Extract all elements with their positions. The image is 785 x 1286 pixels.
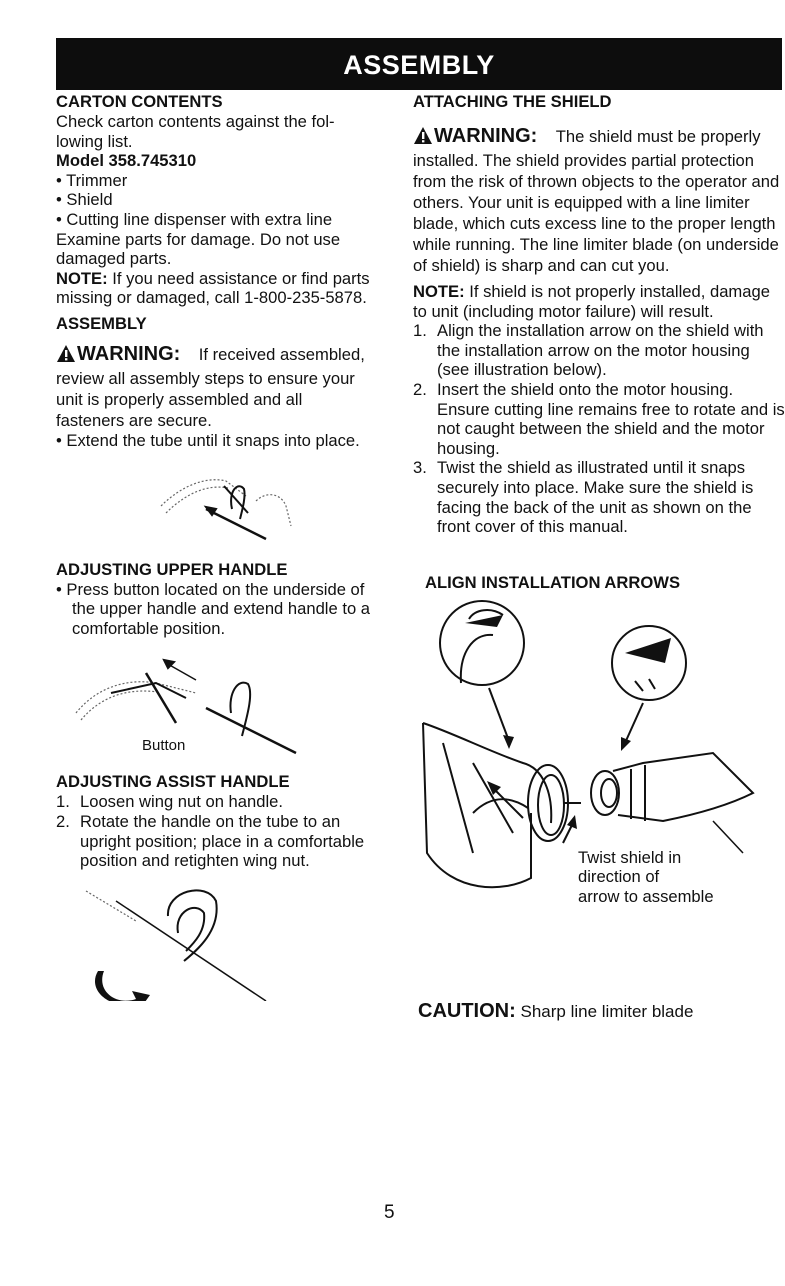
warning-text: If received assembled, review all assembly steps to ensure your unit is properly assembled and all fasteners are secure.	[56, 344, 365, 430]
step-text: Loosen wing nut on handle.	[80, 792, 283, 812]
extend-tube-illustration	[56, 451, 374, 556]
caution-text: Sharp line limiter blade	[515, 1002, 694, 1021]
shield-arrow-detail-circle	[440, 601, 524, 685]
step-number: 1.	[413, 321, 427, 341]
list-item: • Shield	[56, 190, 113, 210]
figure-title: ALIGN INSTALLATION ARROWS	[425, 572, 681, 592]
button-label: Button	[142, 737, 186, 755]
note-label: NOTE:	[56, 268, 108, 288]
upper-handle-illustration	[56, 638, 374, 768]
model-number: Model 358.745310	[56, 151, 197, 171]
list-item	[56, 792, 374, 812]
warning-triangle-icon	[413, 126, 433, 150]
assist-handle-illustration	[56, 871, 374, 1001]
list-item	[413, 380, 785, 458]
warning-paragraph	[413, 126, 785, 276]
step-number: 2.	[413, 379, 427, 399]
assist-handle-steps	[56, 792, 374, 870]
twist-caption	[578, 848, 714, 907]
note-text: If shield is not properly installed, damage to unit (including motor failure) will result.	[413, 282, 770, 321]
attaching-shield-heading: ATTACHING THE SHIELD	[413, 92, 612, 111]
upper-handle-text: • Press button located on the underside of the upper handle and extend handle to a comfortable position.	[56, 579, 371, 638]
upper-handle-figure	[56, 638, 374, 768]
section-banner: ASSEMBLY	[56, 38, 782, 90]
step-text: Insert the shield onto the motor housing. Ensure cutting line remains free to rotate and is not caught between the shield and the motor housing.	[437, 379, 785, 458]
caution-note	[418, 1000, 693, 1023]
page-number: 5	[384, 1202, 395, 1223]
list-item	[413, 321, 785, 380]
step-number: 1.	[56, 792, 70, 812]
right-column	[413, 92, 785, 906]
caution-label: CAUTION:	[418, 1000, 516, 1022]
caption-line: Twist shield in	[578, 847, 682, 867]
warning-label: WARNING:	[434, 125, 538, 147]
step-number: 2.	[56, 811, 70, 831]
warning-paragraph	[56, 344, 374, 431]
shield-steps	[413, 321, 785, 537]
list-item	[56, 812, 374, 871]
assembly-heading: ASSEMBLY	[56, 313, 147, 333]
warning-label: WARNING:	[77, 342, 181, 365]
housing-arrow-detail-circle	[612, 626, 686, 700]
assist-handle-heading: ADJUSTING ASSIST HANDLE	[56, 772, 290, 792]
list-item	[413, 458, 785, 536]
warning-triangle-icon	[56, 344, 76, 368]
note-paragraph	[413, 282, 785, 321]
carton-contents-text: Check carton contents against the following list.	[56, 112, 335, 151]
step-text: Twist the shield as illustrated until it snaps securely into place. Make sure the shield is facing the back of the unit as shown on the front cover of this manual.	[437, 458, 754, 537]
upper-handle-heading: ADJUSTING UPPER HANDLE	[56, 559, 288, 579]
list-item: • Cutting line dispenser with extra line	[56, 209, 333, 229]
caption-line: direction of	[578, 867, 660, 887]
step-text: Align the installation arrow on the shield with the installation arrow on the motor housing (see illustration below).	[437, 321, 764, 380]
carton-contents-heading: CARTON CONTENTS	[56, 92, 223, 111]
note-text: If you need assistance or find parts missing or damaged, call 1-800-235-5878.	[56, 268, 370, 308]
note-label: NOTE:	[413, 282, 465, 301]
examine-text: Examine parts for damage. Do not use damaged parts.	[56, 229, 341, 269]
caption-line: arrow to assemble	[578, 886, 714, 906]
left-column	[56, 92, 374, 1001]
shield-figure	[413, 593, 785, 906]
list-item: • Trimmer	[56, 170, 128, 190]
extend-tube-text: • Extend the tube until it snaps into place.	[56, 430, 360, 450]
warning-text: The shield must be properly installed. The shield provides partial protection from the risk of thrown objects to the operator and others. Your unit is equipped with a line limiter blade, which cuts excess line to the proper length while running. The line limiter blade (on underside of shield) is sharp and can cut you.	[413, 127, 780, 275]
step-text: Rotate the handle on the tube to an upright position; place in a comfortable position and retighten wing nut.	[80, 811, 365, 871]
step-number: 3.	[413, 458, 427, 478]
note-paragraph	[56, 269, 374, 308]
rotate-arrow-icon	[95, 971, 150, 1001]
